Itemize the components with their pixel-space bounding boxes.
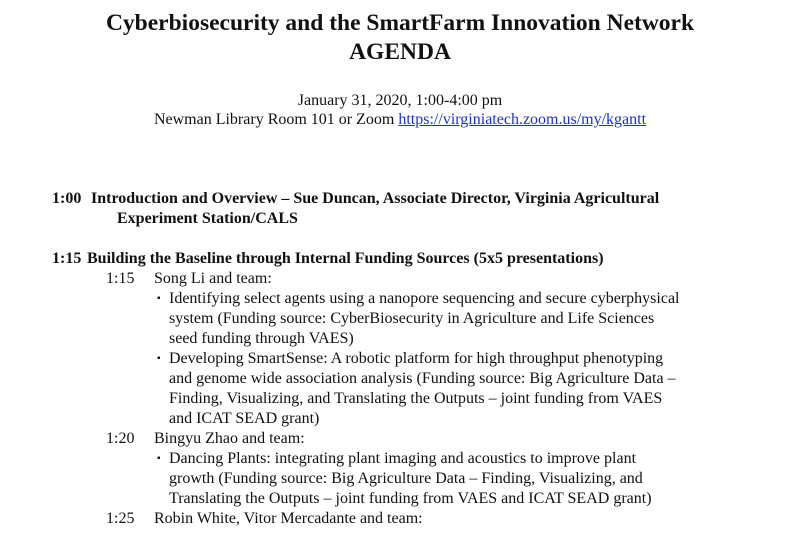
agenda-item-line: and genome wide association analysis (Funding source: Big Agriculture Data – bbox=[169, 370, 676, 387]
agenda-item-line: Finding, Visualizing, and Translating the Outputs – joint funding from VAES bbox=[169, 390, 663, 407]
section-title: Building the Baseline through Internal Funding Sources (5x5 presentations) bbox=[87, 250, 604, 267]
document-subtitle: AGENDA bbox=[349, 39, 451, 65]
bullet-icon: ▪ bbox=[157, 353, 161, 364]
agenda-item-line: Translating the Outputs – joint funding from VAES and ICAT SEAD grant) bbox=[169, 490, 652, 507]
section-title: Introduction and Overview – Sue Duncan, Associate Director, Virginia Agricultural bbox=[91, 190, 660, 207]
location-text: Newman Library Room 101 or Zoom bbox=[153, 111, 399, 128]
zoom-link[interactable]: https://virginiatech.zoom.us/my/kgantt bbox=[398, 111, 647, 128]
presentation-time: 1:20 bbox=[106, 430, 135, 447]
agenda-item-line: Identifying select agents using a nanopore sequencing and secure cyberphysical bbox=[169, 290, 680, 307]
presenter: Song Li and team: bbox=[154, 270, 272, 287]
agenda-item-line: system (Funding source: CyberBiosecurity in Agriculture and Life Sciences bbox=[169, 310, 655, 327]
agenda-item-line: Developing SmartSense: A robotic platform for high throughput phenotyping bbox=[169, 350, 664, 367]
bullet-icon: ▪ bbox=[157, 453, 161, 464]
section-title-continued: Experiment Station/CALS bbox=[117, 210, 298, 227]
agenda-item-line: Dancing Plants: integrating plant imaging and acoustics to improve plant bbox=[169, 450, 637, 467]
document-title: Cyberbiosecurity and the SmartFarm Innovation Network bbox=[105, 10, 695, 36]
bullet-icon: ▪ bbox=[157, 293, 161, 304]
agenda-item-line: seed funding through VAES) bbox=[169, 330, 354, 347]
section-time: 1:00 bbox=[52, 190, 82, 207]
agenda-item-line: growth (Funding source: Big Agriculture Data – Finding, Visualizing, and bbox=[169, 470, 643, 487]
event-date-time: January 31, 2020, 1:00-4:00 pm bbox=[297, 92, 503, 109]
section-time: 1:15 bbox=[52, 250, 82, 267]
presenter: Bingyu Zhao and team: bbox=[154, 430, 305, 447]
presentation-time: 1:25 bbox=[106, 510, 135, 527]
event-location bbox=[0, 110, 800, 130]
presenter: Robin White, Vitor Mercadante and team: bbox=[154, 510, 423, 527]
presentation-time: 1:15 bbox=[106, 270, 135, 287]
agenda-item-line: and ICAT SEAD grant) bbox=[169, 410, 320, 427]
